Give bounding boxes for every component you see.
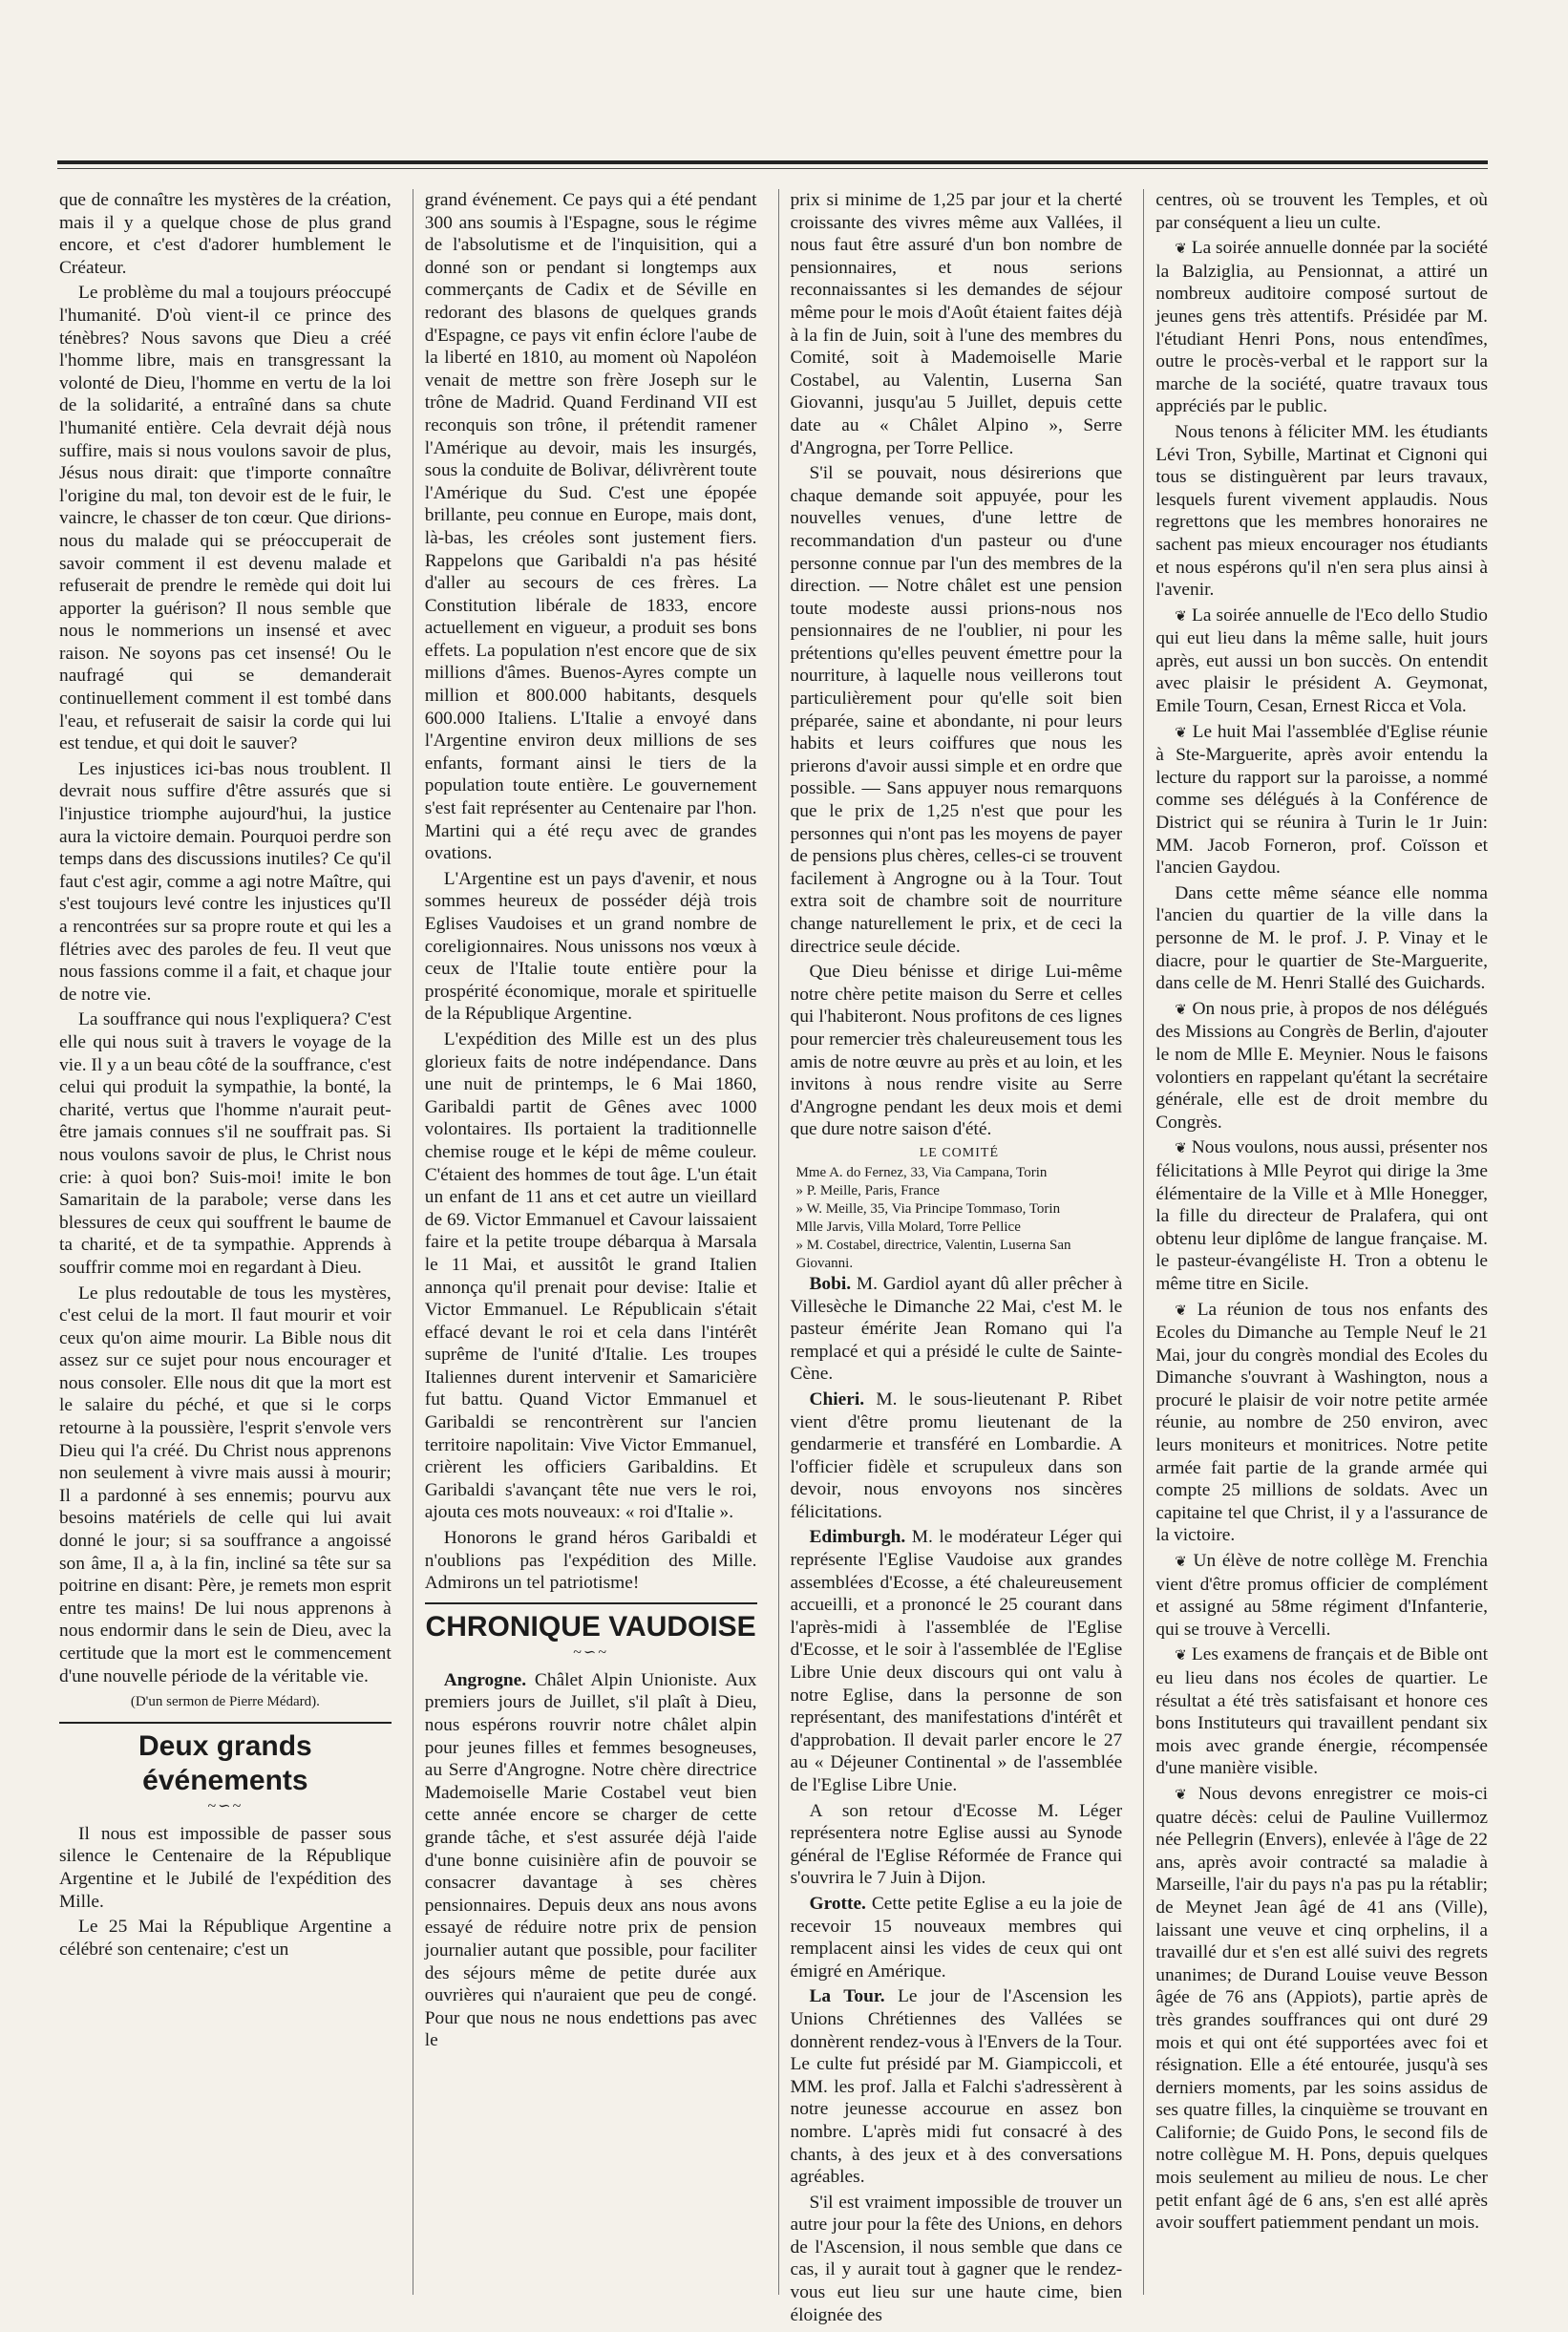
col2-paragraph: grand événement. Ce pays qui a été pendant 300 ans soumis à l'Espagne, sous le régime de l'absolutisme et de l'inquisition, qui a donné son or pendant si longtemps aux commerçants de Cadix et de Séville en redorant des blasons de quelques grands d'Espagne, ce pays vit enfin éclore l'aube de la liberté en 1810, au moment où Napoléon venait de mettre son frère Joseph sur le trône de Madrid. Quand Ferdinand VII est reconquis son trône, il prétendit ramener l'Amérique au devoir, mais les insurgés, sous la conduite de Bolivar, délivrèrent toute l'Amérique du Sud. C'est une épopée brillante, peu connue en Europe, mais dont, là-bas, les créoles sont justement fiers. Rappelons que Garibaldi n'a pas hésité d'aller au secours de ces frères. La Constitution libérale de 1833, encore actuellement en vigueur, a produit ses bons effets. La population n'est encore que de six millions d'âmes. Buenos-Ayres compte un million et 800.000 habitants, desquels 600.000 Italiens. L'Italie a envoyé dans l'Argentine environ deux millions de ses enfants, formant ainsi le tiers de la population toute entière. Le gouvernement s'est fait représenter au Centenaire par l'hon. Martini qui a été reçu avec de grandes ovations. <box>424 190 757 864</box>
col4-paragraph-text: La soirée annuelle donnée par la société la Balziglia, au Pensionnat, a attiré un nombreux auditoire composé surtout de jeunes gens très attentifs. Présidée par M. l'étudiant Henri Pons, nous entendîmes, outre le procès-verbal et le rapport sur la marche de la société, quatre travaux tous appréciés par le public. <box>1155 238 1488 417</box>
column-4 <box>1143 189 1488 2295</box>
chronique-entry <box>791 1273 1123 1386</box>
chronique-entry-text: A son retour d'Ecosse M. Léger représentera notre Eglise aussi au Synode général de l'Eglise Réformée de France qui s'ouvrira le 7 Juin à Dijon. <box>790 1800 1123 1889</box>
chronique-entry-text: Le jour de l'Ascension les Unions Chrétiennes des Vallées se donnèrent rendez-vous à l'Envers de la Tour. Le culte fut présidé par M. Giampiccoli, et MM. les prof. Jalla et Falchi s'adressèrent à notre jeunesse accourue en assez bon nombre. L'après midi fut consacré à des chants, à des jeux et à des conversations agréables. <box>790 1986 1123 2188</box>
col1-paragraph: Le problème du mal a toujours préoccupé l'humanité. D'où vient-il ce prince des ténèbres? Nous savons que Dieu a créé l'homme libre, mais en transgressant la volonté de Dieu, l'homme en vertu de la loi de la solidarité, a entraîné dans sa chute l'humanité entière. Cela devrait déjà nous suffire, mais si nous voulons savoir de plus, Jésus nous dirait: que t'importe connaître l'origine du mal, ton devoir est de le fuir, le vaincre, le chasser de ton cœur. Que dirions-nous du malade qui se préoccuperait de savoir comment il est devenu malade et refuserait de prendre le remède qui doit lui apporter la guérison? Il nous semble que nous le nommerions un insensé et avec raison. Ne soyons pas cet insensé! Ou le naufragé qui se demanderait continuellement comment il est tombé dans l'eau, et refuserait de saisir la corde qui lui est tendue, et qui doit le sauver? <box>59 283 392 754</box>
column-3 <box>778 189 1123 2325</box>
column-2 <box>413 189 757 2295</box>
col4-paragraph-text: Nous devons enregistrer ce mois-ci quatre décès: celui de Pauline Vuillermoz née Pellegrin (Envers), enlevée à l'âge de 22 ans, après avoir contracté sa maladie à Marseille, l'air du pays n'a pas pu la rétablir; de Meynet Jean âgé de 41 ans (Ville), laissant une veuve et cinq orphelins, il a travaillé dur et s'en est allé suivi des regrets unanimes; de Durand Louise veuve Besson âgée de 76 ans (Appiots), partie après de très grandes souffrances qui ont duré 29 mois et qui ont été supportées avec foi et résignation. Elle a été entourée, jusqu'à ses derniers moments, par les soins assidus de ses quatre filles, la cinquième se trouvant en Californie; de Guido Pons, le second fils de notre collègue M. H. Pons, depuis quelques mois seulement au milieu de nous. Le cher petit enfant âgé de 6 ans, s'en est allé après avoir souffert patiemment pendant un mois. <box>1155 1783 1488 2234</box>
chronique-entry <box>791 2192 1123 2327</box>
fleuron-icon: ❦ <box>1175 1785 1187 1803</box>
fleuron-icon: ❦ <box>1175 1139 1187 1157</box>
fleuron-icon: ❦ <box>1175 240 1187 258</box>
section-divider <box>59 1722 392 1724</box>
col4-paragraph <box>1155 1783 1488 2235</box>
section-title-deux-evenements: Deux grands événements <box>138 1729 312 1796</box>
chronique-entry-text: M. Gardiol ayant dû aller prêcher à Villesèche le Dimanche 22 Mai, c'est M. le pasteur émérite Jean Romano qui l'a remplacé et qui a présidé le culte de Sainte-Cène. <box>790 1273 1123 1385</box>
comite-list <box>791 1144 1123 1273</box>
chronique-entry <box>791 1389 1123 1524</box>
chronique-entry <box>791 1800 1123 1890</box>
comite-member: Mlle Jarvis, Villa Molard, Torre Pellice <box>795 1219 1021 1235</box>
fleuron-icon: ❦ <box>1175 1553 1187 1571</box>
col1-paragraph: que de connaître les mystères de la création, mais il y a quelque chose de plus grand encore, et c'est d'adorer humblement le Créateur. <box>59 190 392 278</box>
newspaper-page <box>59 189 1488 2325</box>
chronique-entry-text: S'il est vraiment impossible de trouver un autre jour pour la fête des Unions, en dehors de l'Ascension, il nous semble que dans ce cas, il y aurait tout à gagner que le rendez-vous eut lieu sur une haute cime, bien éloignée des <box>790 2192 1123 2325</box>
col4-paragraph-text: Les examens de français et de Bible ont eu lieu dans nos écoles de quartier. Le résultat a été très satisfaisant et honore ces bons Instituteurs qui travaillent pendant six mois avec grande énergie, récompensée d'une manière visible. <box>1155 1644 1488 1779</box>
place-name: Chieri. <box>809 1389 865 1410</box>
section-divider <box>425 1602 757 1604</box>
comite-member: Mme A. do Fernez, 33, Via Campana, Torin <box>795 1164 1048 1180</box>
col4-paragraph-text: Un élève de notre collège M. Frenchia vient d'être promus officier de complément et assigné au 58me régiment d'Infanterie, qui se trouve à Vercelli. <box>1155 1551 1488 1640</box>
col4-paragraph <box>1155 1299 1488 1548</box>
col4-paragraph-text: La réunion de tous nos enfants des Ecoles du Dimanche au Temple Neuf le 21 Mai, jour du congrès mondial des Ecoles du Dimanche s'ouvrant à Washington, nous a procuré le plaisir de voir notre petite armée réunie, au nombre de 250 environ, avec leurs moniteurs et monitrices. Notre petite armée fait partie de la grande armée qui compte 25 millions de soldats. Avec un capitaine tel que Christ, il y a l'assurance de la victoire. <box>1155 1299 1488 1546</box>
col2-paragraph: L'expédition des Mille est un des plus glorieux faits de notre indépendance. Dans une nuit de printemps, le 6 Mai 1860, Garibaldi partit de Gênes avec 1000 volontaires. Ils portaient la traditionnelle chemise rouge et le képi de même couleur. C'étaient des hommes de tout âge. L'un était un enfant de 11 ans et cet autre un vieillard de 69. Victor Emmanuel et Cavour laissaient faire et la petite troupe débarqua à Marsala le 11 Mai, et aussitôt le grand Italien annonça qu'il prenait pour devise: Italie et Victor Emmanuel. Le Républicain s'était effacé devant le roi et cela dans l'intérêt suprême de l'unité d'Italie. Les troupes Italiennes durent intervenir et Samaricière fut battu. Quand Victor Emmanuel et Garibaldi se rencontrèrent sur l'ancien territoire napolitain: Vive Victor Emmanuel, crièrent les officiers Garibaldins. Et Garibaldi s'avançant tête nue vers le roi, ajouta ces mots nouveaux: « roi d'Italie ». <box>424 1028 757 1523</box>
col3-paragraph: S'il se pouvait, nous désirerions que chaque demande soit appuyée, pour les nouvelles venues, d'une lettre de recommandation d'un pasteur ou d'une personne connue par l'un des membres de la direction. — Notre châlet est une pension toute modeste aussi prions-nous nos pensionnaires de ne l'oublier, ni pour les prétentions qu'elles peuvent émettre pour la nourriture, à laquelle nous veillerons tout particulièrement pour qu'elle soit bien préparée, saine et abondante, ni pour leurs habits et leurs coiffures que nous les prierons d'avoir aussi simple et en ordre que possible. — Sans appuyer nous remarquons que le prix de 1,25 n'est que pour les personnes qui n'ont pas les moyens de payer de pensions plus chères, celles-ci se trouvent facilement à Angrogne ou à la Tour. Tout extra soit de chambre soit de nourriture change naturellement le prix, et de ceci la directrice seule décide. <box>790 463 1123 957</box>
chronique-entry <box>791 1985 1123 2188</box>
ornament-divider: ~∽~ <box>207 1797 244 1814</box>
chronique-entry <box>791 1893 1123 1982</box>
col1-paragraph: Les injustices ici-bas nous troublent. Il devrait nous suffire d'être assurés que si l'injustice triomphe aujourd'hui, la justice aura la victoire demain. Pourquoi perdre son temps dans des discussions inutiles? Ce qu'il faut c'est agir, comme a agi notre Maître, qui s'est toujours levé contre les injustices qu'Il a rencontrées sur sa propre route et qui les a flétries avec des paroles de feu. Il veut que nous fassions comme il a fait, et chaque jour de notre vie. <box>59 758 392 1005</box>
col4-paragraph <box>1155 237 1488 418</box>
col4-paragraph <box>1155 998 1488 1134</box>
col4-paragraph <box>1155 1136 1488 1295</box>
col4-paragraph-text: Le huit Mai l'assemblée d'Eglise réunie à Ste-Marguerite, après avoir entendu la lecture du rapport sur la paroisse, a nommé comme ses délégués à la Conférence de District qui se réunira à Turin le 1r Juin: MM. Jacob Forneron, prof. Coïsson et l'ancien Gaydou. <box>1155 721 1488 879</box>
chronique-entry-text: M. le sous-lieutenant P. Ribet vient d'être promu lieutenant de la gendarmerie et transféré en Lombardie. A l'officier fidèle et scrupuleux dans son devoir, nous envoyons nos sincères félicitations. <box>790 1389 1123 1522</box>
col1-section-paragraph: Il nous est impossible de passer sous silence le Centenaire de la République Argentine et le Jubilé de l'expédition des Mille. <box>59 1823 392 1912</box>
col4-paragraph <box>1155 1643 1488 1780</box>
col4-paragraph <box>1155 721 1488 880</box>
comite-member: » W. Meille, 35, Via Principe Tommaso, Torin <box>795 1200 1061 1217</box>
fleuron-icon: ❦ <box>1175 1301 1187 1319</box>
col2-paragraph: L'Argentine est un pays d'avenir, et nous sommes heureux de posséder déjà trois Eglises Vaudoises et un grand nombre de coreligionnaires. Nous unissons nos vœux à ceux de l'Italie toute entière pour la prospérité économique, morale et spirituelle de la République Argentine. <box>424 868 757 1025</box>
chronique-entry-text: M. le modérateur Léger qui représente l'Eglise Vaudoise aux grandes assemblées d'Ecosse, a été chaleureusement accueilli, et a prononcé le 25 courant dans l'après-midi à l'assemblée de l'Eglise d'Ecosse, et le soir à l'assemblée de l'Eglise Libre Unie deux discours qui ont valu à notre Eglise, dans la personne de son représentant, des manifestations d'intérêt et d'approbation. Il devait parler encore le 27 au « Déjeuner Continental » de l'assemblée de l'Eglise Libre Unie. <box>790 1527 1123 1795</box>
section-title-chronique: CHRONIQUE VAUDOISE <box>425 1610 756 1643</box>
sermon-signature: (D'un sermon de Pierre Médard). <box>130 1694 320 1710</box>
place-name: Bobi. <box>809 1273 852 1294</box>
fleuron-icon: ❦ <box>1175 1646 1187 1664</box>
ornament-divider: ~∽~ <box>573 1643 608 1661</box>
col4-paragraph-text: Nous tenons à féliciter MM. les étudiants Lévi Tron, Sybille, Martinat et Cignoni qui tous se distinguèrent par leurs travaux, lesquels furent vivement applaudis. Nous regrettons que les membres honoraires ne sachent pas mieux encourager nos étudiants et nous espérons qu'il n'en sera plus ainsi à l'avenir. <box>1155 421 1488 601</box>
header-rule-thin <box>57 168 1488 169</box>
place-name: La Tour. <box>809 1986 885 2007</box>
col2-paragraph: Honorons le grand héros Garibaldi et n'oublions pas l'expédition des Mille. Admirons un tel patriotisme! <box>424 1528 757 1594</box>
place-name: Edimburgh. <box>809 1527 906 1548</box>
chronique-entry-text: Cette petite Eglise a eu la joie de recevoir 15 nouveaux membres qui remplacent ainsi les vides de ceux qui ont émigré en Amérique. <box>790 1893 1123 1982</box>
chronique-entry-text: Châlet Alpin Unioniste. Aux premiers jours de Juillet, s'il plaît à Dieu, nous espérons rouvrir notre châlet alpin pour jeunes filles et femmes besogneuses, au Serre d'Angrogne. Notre chère directrice Mademoiselle Marie Costabel veut bien cette année encore se charger de cette grande tâche, et s'est assurée déjà l'aide d'une bonne cuisinière afin de pouvoir se consacrer davantage à ses chères pensionnaires. Depuis deux ans nous avons essayé de réduire notre prix de pension journalier autant que possible, pour faciliter des séjours même de petite durée aux ouvrières qui n'auraient que peu de congé. Pour que nous ne nous endettions pas avec le <box>424 1669 757 2051</box>
place-name: Grotte. <box>809 1893 866 1914</box>
col4-paragraph <box>1155 421 1488 602</box>
fleuron-icon: ❦ <box>1175 606 1187 625</box>
col1-paragraph: La souffrance qui nous l'expliquera? C'est elle qui nous suit à travers le voyage de la vie. Il y a un beau côté de la souffrance, c'est celui qui produit la sympathie, la bonté, la charité, vertus que l'homme n'aurait peut-être jamais connues s'il ne souffrait pas. Si nous voulons savoir de plus, le Christ nous crie: à quoi bon? Suis-moi! imite le bon Samaritain de la parabole; verse dans les blessures de ceux qui souffrent le baume de ta charité, et de ta sympathie. Apprends à souffrir comme moi en regardant à Dieu. <box>59 1009 392 1278</box>
column-1 <box>59 189 392 2295</box>
col4-paragraph <box>1155 882 1488 995</box>
col4-paragraph-text: On nous prie, à propos de nos délégués des Missions au Congrès de Berlin, d'ajouter le nom de Mlle E. Meynier. Nous le faisons volontiers en rappelant qu'étant la secrétaire générale, elle est de droit membre du Congrès. <box>1155 998 1488 1133</box>
place-name: Angrogne. <box>443 1669 527 1690</box>
chronique-entry <box>791 1526 1123 1796</box>
col4-paragraph <box>1155 604 1488 718</box>
col3-paragraph: prix si minime de 1,25 par jour et la cherté croissante des vivres même aux Vallées, il nous faut être assuré d'un bon nombre de pensionnaires, et nous serions reconnaissantes si les demandes de séjour même pour le mois d'Août étaient faites déjà à la fin de Juin, soit à l'une des membres du Comité, soit à Mademoiselle Marie Costabel, au Valentin, Luserna San Giovanni, jusqu'au 5 Juillet, depuis cette date au « Châlet Alpino », Serre d'Angrogna, per Torre Pellice. <box>790 190 1123 458</box>
col4-paragraph <box>1155 1550 1488 1641</box>
comite-member: » M. Costabel, directrice, Valentin, Luserna San Giovanni. <box>795 1237 1071 1271</box>
col4-paragraph-text: La soirée annuelle de l'Eco dello Studio qui eut lieu dans la même salle, huit jours après, eut aussi un bon succès. On entendit avec plaisir le président A. Geymonat, Emile Tourn, Cesan, Ernest Ricca et Vola. <box>1155 604 1488 717</box>
comite-member: » P. Meille, Paris, France <box>795 1182 940 1198</box>
col4-paragraph-text: Dans cette même séance elle nomma l'ancien du quartier de la ville dans la personne de M. le prof. J. P. Vinay et le diacre, pour le quartier de Ste-Marguerite, dans celle de M. Henri Stallé des Guichards. <box>1155 882 1488 994</box>
fleuron-icon: ❦ <box>1175 1000 1187 1018</box>
col1-section-paragraph: Le 25 Mai la République Argentine a célébré son centenaire; c'est un <box>59 1917 392 1960</box>
col3-paragraph: Que Dieu bénisse et dirige Lui-même notre chère petite maison du Serre et celles qui l'habiteront. Nous profitons de ces lignes pour remercier très chaleureusement tous les amis de notre œuvre au près et au loin, et les invitons à nous rendre visite au Serre d'Angrogne pendant les deux mois et demi que dure notre saison d'été. <box>790 962 1123 1140</box>
fleuron-icon: ❦ <box>1175 723 1187 741</box>
col4-paragraph-text: Nous voulons, nous aussi, présenter nos félicitations à Mlle Peyrot qui dirige la 3me élémentaire de la Ville et à Mlle Honegger, la fille du directeur de Pralafera, qui ont obtenu leur diplôme de langue française. M. le pasteur-évangéliste H. Tron a obtenu le même titre en Sicile. <box>1155 1137 1488 1294</box>
col4-paragraph: centres, où se trouvent les Temples, et où par conséquent a lieu un culte. <box>1155 190 1488 233</box>
col1-paragraph: Le plus redoutable de tous les mystères, c'est celui de la mort. Il faut mourir et voir ceux qu'on aime mourir. La Bible nous dit assez sur ce sujet pour nous encourager et nous consoler. Elle nous dit que la mort est le salaire du péché, et que si le corps retourne à la poussière, l'esprit s'envole vers Dieu qui l'a créé. Du Christ nous apprenons non seulement à vivre mais aussi à mourir; Il a pardonné à ses ennemis; pourvu aux besoins matériels de celle qui lui avait donné le jour; si sa souffrance a angoissé son âme, Il a, à la fin, incliné sa tête sur sa poitrine en disant: Père, je remets mon esprit entre tes mains! De lui nous apprenons à nous endormir dans le sein de Dieu, avec la certitude que la mort est le commencement d'une nouvelle période de la véritable vie. <box>59 1283 392 1686</box>
comite-heading: LE COMITÉ <box>919 1145 999 1160</box>
header-rule-thick <box>57 160 1488 164</box>
